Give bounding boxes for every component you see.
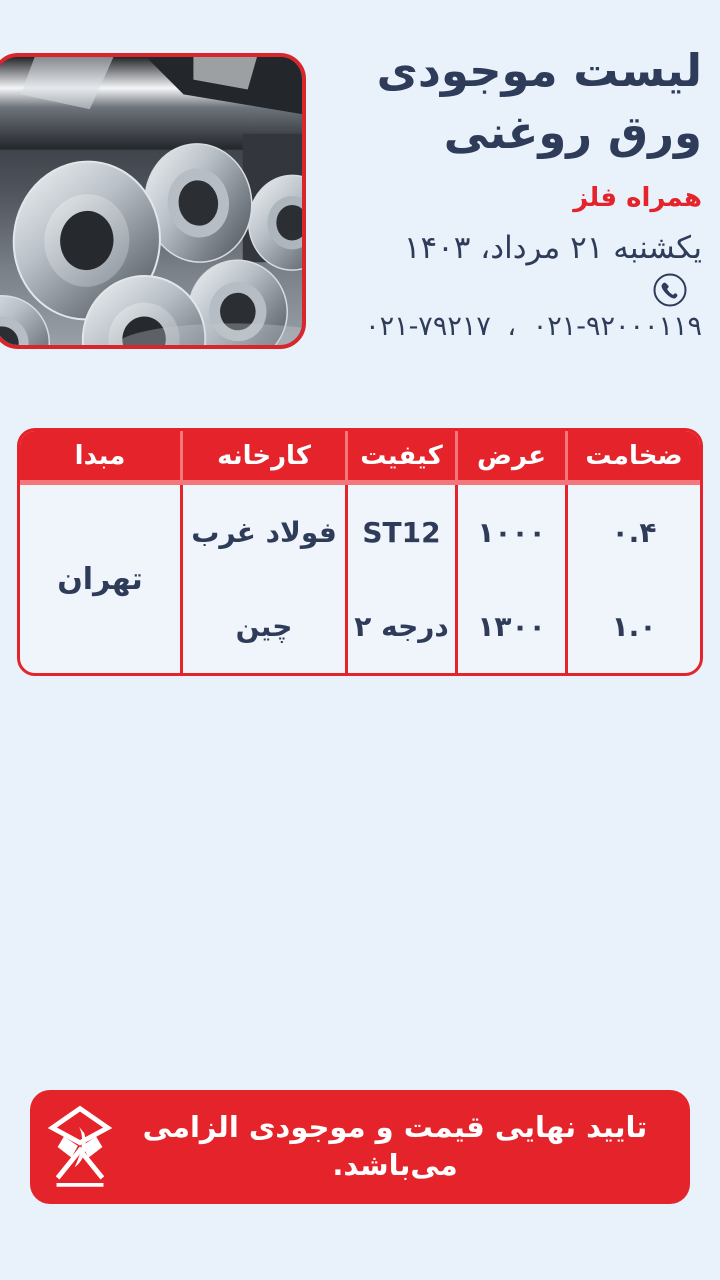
cell-width-row1: ۱۰۰۰ (455, 485, 565, 579)
page-title-line1: لیست موجودی (376, 44, 702, 97)
steel-coils-illustration (0, 57, 302, 345)
date-text: یکشنبه ۲۱ مرداد، ۱۴۰۳ (403, 230, 702, 266)
table-header-row (20, 431, 700, 480)
cell-quality-row2: درجه ۲ (345, 579, 455, 673)
cell-factory-row2: چین (180, 579, 345, 673)
steel-coils-photo (0, 53, 306, 349)
phone-numbers (320, 310, 702, 344)
footer-banner (30, 1090, 690, 1204)
cell-width-row2: ۱۳۰۰ (455, 579, 565, 673)
col-header-origin: مبدا (74, 440, 126, 471)
table-body (20, 485, 700, 673)
phone-number-primary: ۰۲۱-۹۲۰۰۰۱۱۹ (532, 311, 702, 342)
col-header-width: عرض (455, 431, 565, 480)
phone-icon (652, 272, 688, 308)
cell-factory-row1: فولاد غرب (180, 485, 345, 579)
header (320, 40, 702, 344)
phone-number-secondary: ۰۲۱-۷۹۲۱۷ (365, 311, 491, 342)
footer-note: تایید نهایی قیمت و موجودی الزامی می‌باشد. (142, 1110, 648, 1182)
page-title-line2: ورق روغنی (443, 106, 702, 159)
hamrah-felez-logo (48, 1103, 112, 1191)
phone-separator: ، (507, 311, 517, 342)
inventory-table (17, 428, 703, 676)
cell-quality-row1: ST12 (345, 485, 455, 579)
phone-icon-row (320, 272, 702, 308)
cell-thickness-row2: ۱.۰ (565, 579, 700, 673)
col-header-quality: کیفیت (345, 431, 455, 480)
cell-thickness-row1: ۰.۴ (565, 485, 700, 579)
brand-name: همراه فلز (573, 183, 702, 213)
col-header-factory: کارخانه (180, 431, 345, 480)
cell-origin: تهران (57, 561, 143, 597)
col-header-thickness: ضخامت (565, 431, 700, 480)
